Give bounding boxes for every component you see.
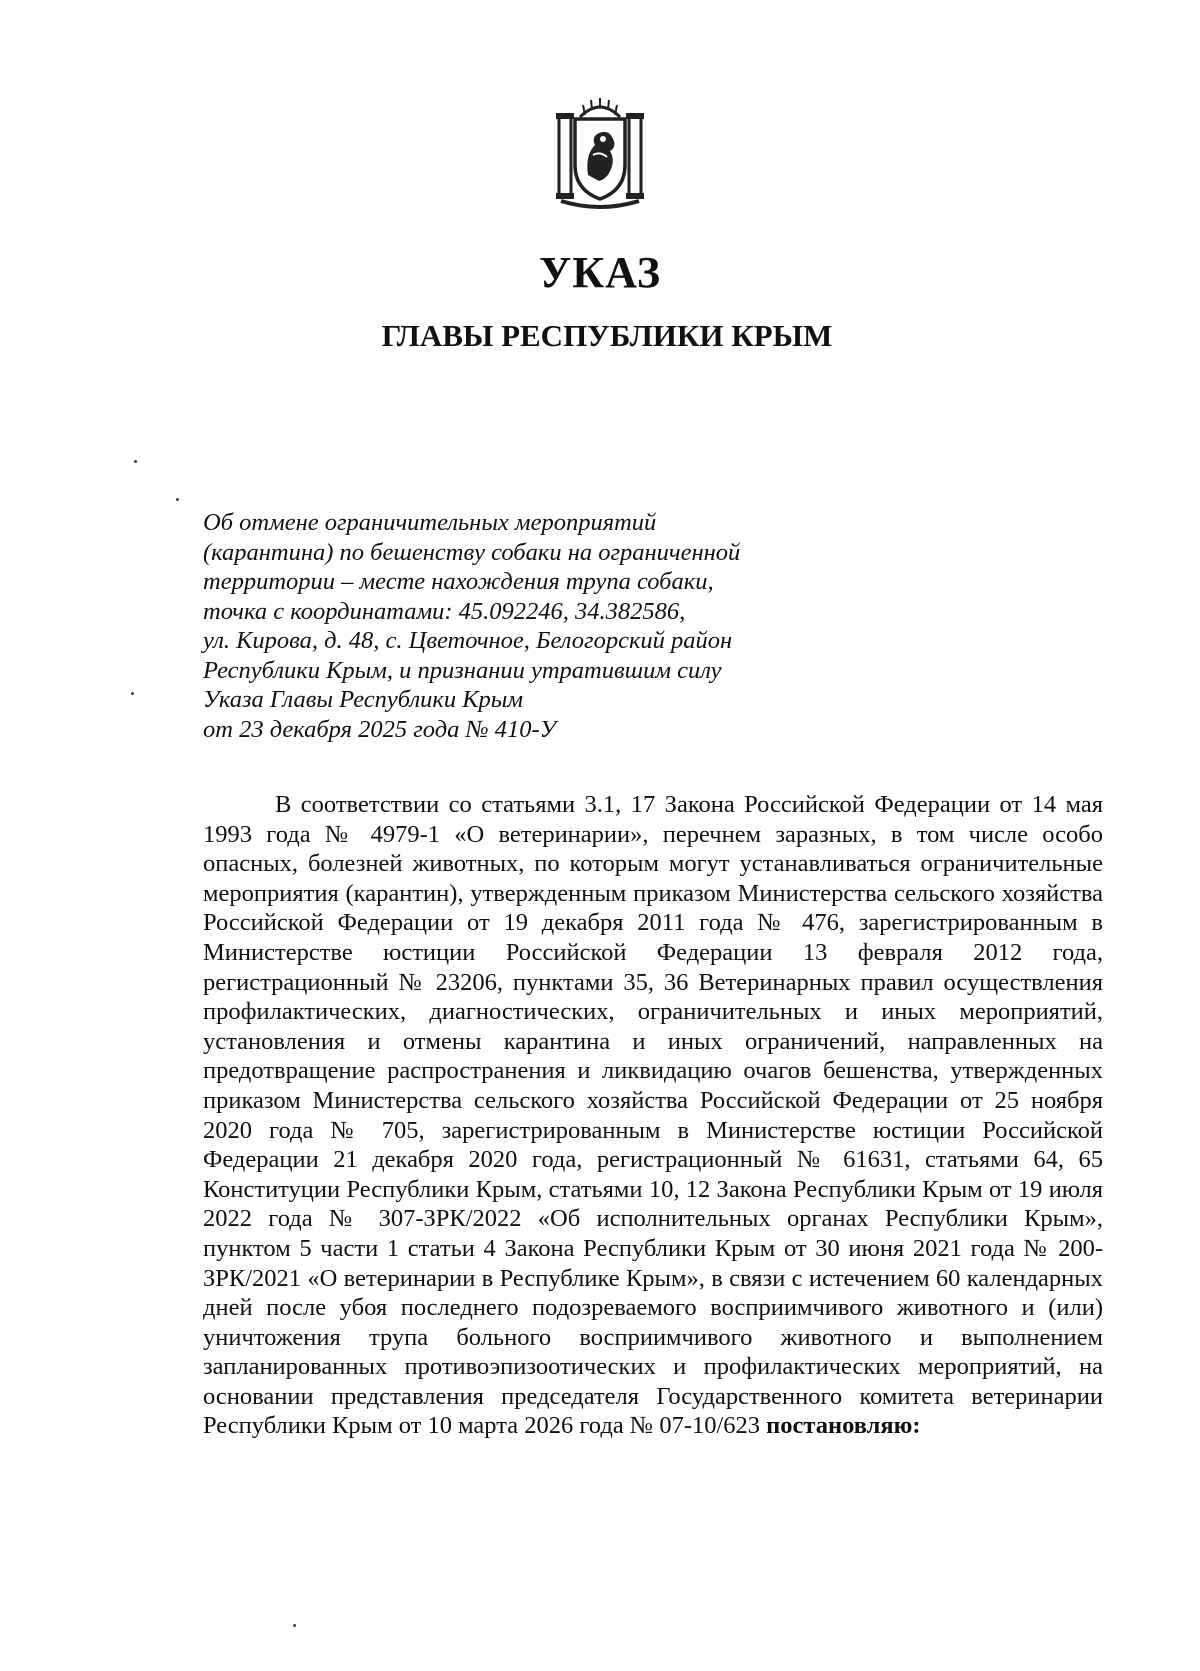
scan-speck — [293, 1624, 296, 1627]
scan-speck — [131, 692, 134, 695]
document-subject — [203, 508, 823, 744]
document-subtitle: ГЛАВЫ РЕСПУБЛИКИ КРЫМ — [381, 318, 833, 353]
subject-line: территории – месте нахождения трупа собаки, — [203, 568, 714, 595]
subject-line: точка с координатами: 45.092246, 34.382586, — [203, 597, 686, 625]
decree-word: постановляю: — [766, 1412, 921, 1440]
crimea-coat-of-arms-icon — [555, 95, 645, 210]
scan-speck — [134, 460, 137, 463]
preamble-text: В соответствии со статьями 3.1, 17 Закона Российской Федерации от 14 мая 1993 года № 4979-1 «О ветеринарии», перечнем заразных, в том числе особо опасных, болезней животных, по которым могут устанавливаться ограничительные мероприятия (карантин), утвержденным приказом Министерства сельского хозяйства Российской Федерации от 19 декабря 2011 года № 476, зарегистрированным в Министерстве юстиции Российской Федерации 13 февраля 2012 года, регистрационный № 23206, пунктами 35, 36 Ветеринарных правил осуществления профилактических, диагностических, ограничительных и иных мероприятий, установления и отмены карантина и иных ограничений, направленных на предотвращение распространения и ликвидацию очагов бешенства, утвержденных приказом Министерства сельского хозяйства Российской Федерации от 25 ноября 2020 года № 705, зарегистрированным в Министерстве юстиции Российской Федерации 21 декабря 2020 года, регистрационный № 61631, статьями 64, 65 Конституции Республики Крым, статьями 10, 12 Закона Республики Крым от 19 июля 2022 года № 307-ЗРК/2022 «Об исполнительных органах Республики Крым», пунктом 5 части 1 статьи 4 Закона Республики Крым от 30 июня 2021 года № 200-ЗРК/2021 «О ветеринарии в Республике Крым», в связи с истечением 60 календарных дней после убоя последнего подозреваемого восприимчивого животного и (или) уничтожения трупа больного восприимчивого животного и выполнением запланированных противоэпизоотических и профилактических мероприятий, на основании представления председателя Государственного комитета ветеринарии Республики Крым от 10 марта 2026 года № 07-10/623 — [203, 791, 1103, 1440]
subject-line: (карантина) по бешенству собаки на ограниченной — [203, 538, 741, 566]
subject-line: Об отмене ограничительных мероприятий — [203, 509, 657, 536]
scan-speck — [176, 498, 179, 501]
document-title: УКАЗ — [538, 248, 662, 297]
subject-line: ул. Кирова, д. 48, с. Цветочное, Белогорский район — [203, 627, 733, 654]
subject-line: Указа Главы Республики Крым — [203, 686, 523, 713]
subject-line: от 23 декабря 2025 года № 410-У — [203, 715, 557, 743]
subject-line: Республики Крым, и признании утратившим силу — [203, 656, 722, 684]
preamble-paragraph — [203, 790, 1103, 1441]
